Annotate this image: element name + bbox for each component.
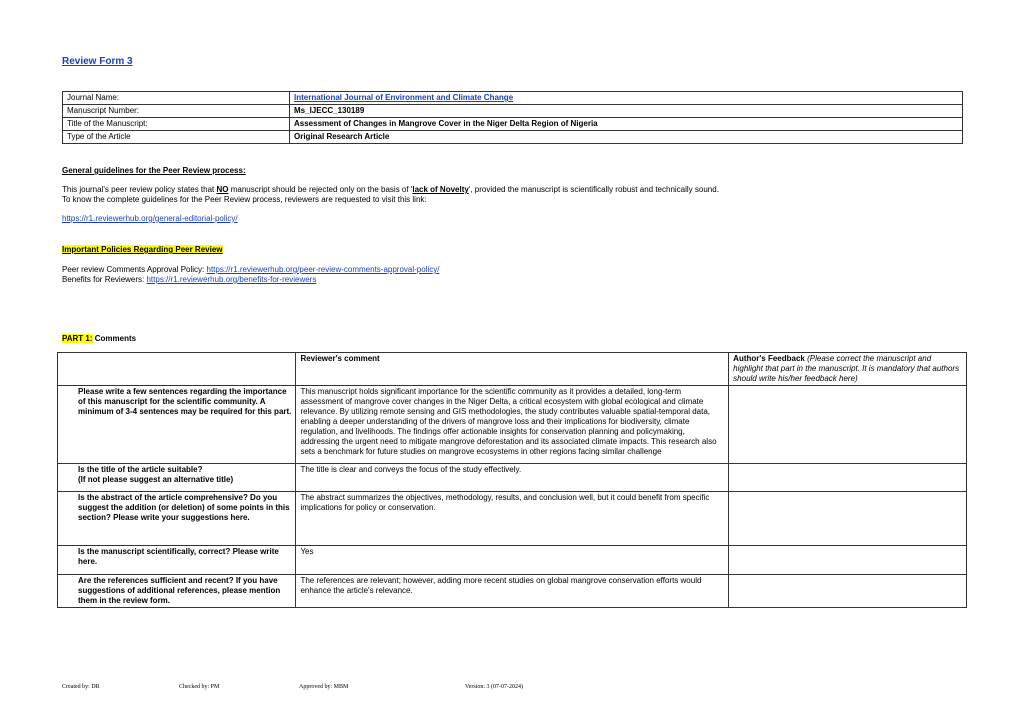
part1-title: Comments	[92, 334, 137, 343]
editorial-policy-link[interactable]: https://r1.reviewerhub.org/general-editorial-policy/	[62, 214, 238, 223]
table-row	[58, 575, 967, 608]
guidelines-line2: To know the complete guidelines for the Peer Review process, reviewers are requested to visit this link:	[62, 195, 427, 204]
author-feedback-note: (Please correct the manuscript and highlight that part in the manuscript. It is mandatory that authors should write his/her feedback here)	[733, 354, 960, 383]
footer-version: Version: 3 (07-07-2024)	[465, 684, 523, 690]
feedback-cell[interactable]	[729, 575, 967, 608]
benefits-label: Benefits for Reviewers:	[62, 275, 147, 284]
author-feedback-header	[729, 353, 967, 386]
table-row	[58, 492, 967, 546]
comment-cell: Yes	[296, 546, 729, 575]
table-row	[63, 92, 963, 105]
comment-cell: The references are relevant; however, adding more recent studies on global mangrove conservation efforts would enhance the article's relevance.	[296, 575, 729, 608]
guidelines-text	[62, 185, 962, 205]
manuscript-title-label: Title of the Manuscript:	[63, 118, 290, 131]
footer-created: Created by: DR	[62, 684, 100, 690]
footer-checked: Checked by: PM	[179, 684, 220, 690]
approval-policy-link[interactable]: https://r1.reviewerhub.org/peer-review-comments-approval-policy/	[206, 265, 440, 274]
form-title-link[interactable]: Review Form 3	[62, 56, 133, 67]
question-cell: Are the references sufficient and recent? If you have suggestions of additional references, please mention them in the review form.	[58, 575, 296, 608]
guidelines-text-a: This journal's peer review policy states that	[62, 185, 217, 194]
feedback-cell[interactable]	[729, 546, 967, 575]
question-cell: Please write a few sentences regarding the importance of this manuscript for the scientific community. A minimum of 3-4 sentences may be required for this part.	[58, 386, 296, 464]
table-row	[63, 131, 963, 144]
approval-policy-label: Peer review Comments Approval Policy:	[62, 265, 207, 274]
table-row	[58, 464, 967, 492]
policies-links	[62, 265, 439, 285]
benefits-link[interactable]: https://r1.reviewerhub.org/benefits-for-reviewers	[146, 275, 317, 284]
table-row	[58, 546, 967, 575]
feedback-cell[interactable]	[729, 464, 967, 492]
novelty-emphasis: lack of Novelty	[412, 185, 469, 194]
manuscript-number-label: Manuscript Number:	[63, 105, 290, 118]
journal-name-value[interactable]	[290, 92, 963, 105]
manuscript-title-value: Assessment of Changes in Mangrove Cover in the Niger Delta Region of Nigeria	[290, 118, 963, 131]
table-row	[63, 105, 963, 118]
policies-heading: Important Policies Regarding Peer Review	[62, 245, 223, 254]
question-cell: Is the manuscript scientifically, correct? Please write here.	[58, 546, 296, 575]
feedback-cell[interactable]	[729, 386, 967, 464]
form-title[interactable]	[62, 56, 133, 67]
journal-name-link[interactable]: International Journal of Environment and Climate Change	[294, 93, 514, 102]
reviewer-comment-header: Reviewer's comment	[296, 353, 729, 386]
no-emphasis: NO	[216, 185, 229, 194]
part1-label: PART 1:	[62, 334, 93, 343]
manuscript-number-value: Ms_IJECC_130189	[290, 105, 963, 118]
guidelines-text-b: manuscript should be rejected only on the basis of '	[228, 185, 413, 194]
editorial-policy-link-wrap[interactable]	[62, 214, 238, 224]
author-feedback-title: Author's Feedback	[733, 354, 805, 363]
part1-heading	[62, 334, 136, 343]
question-cell: Is the abstract of the article comprehensive? Do you suggest the addition (or deletion) of some points in this section? Please write your suggestions here.	[58, 492, 296, 546]
comment-cell: This manuscript holds significant importance for the scientific community as it provides a detailed, long-term assessment of mangrove cover changes in the Niger Delta, a critical ecosystem with global ecological and climate relevance. By utilizing remote sensing and GIS methodologies, the study contributes valuable spatial-temporal data, enabling a deeper understanding of the drivers of mangrove loss and their implications for biodiversity, climate regulation, and livelihoods. The findings offer actionable insights for conservation planning and policymaking, addressing the urgent need to mitigate mangrove deforestation and its associated climate impacts. This research also sets a benchmark for future studies on mangrove ecosystems in other regions facing similar challenge	[296, 386, 729, 464]
comment-cell: The abstract summarizes the objectives, methodology, results, and conclusion well, but it could benefit from specific implications for policy or conservation.	[296, 492, 729, 546]
guidelines-text-c: ', provided the manuscript is scientifically robust and technically sound.	[468, 185, 719, 194]
article-type-value: Original Research Article	[290, 131, 963, 144]
article-type-label: Type of the Article	[63, 131, 290, 144]
comment-cell: The title is clear and conveys the focus of the study effectively.	[296, 464, 729, 492]
guidelines-heading: General guidelines for the Peer Review process:	[62, 166, 246, 175]
question-cell: Is the title of the article suitable? (If not please suggest an alternative title)	[58, 464, 296, 492]
comments-table	[57, 352, 967, 608]
journal-name-label: Journal Name:	[63, 92, 290, 105]
manuscript-info-table	[62, 91, 963, 144]
table-row	[63, 118, 963, 131]
footer-approved: Approved by: MBM	[299, 684, 349, 690]
table-row	[58, 386, 967, 464]
feedback-cell[interactable]	[729, 492, 967, 546]
header-empty-cell	[58, 353, 296, 386]
table-header-row	[58, 353, 967, 386]
